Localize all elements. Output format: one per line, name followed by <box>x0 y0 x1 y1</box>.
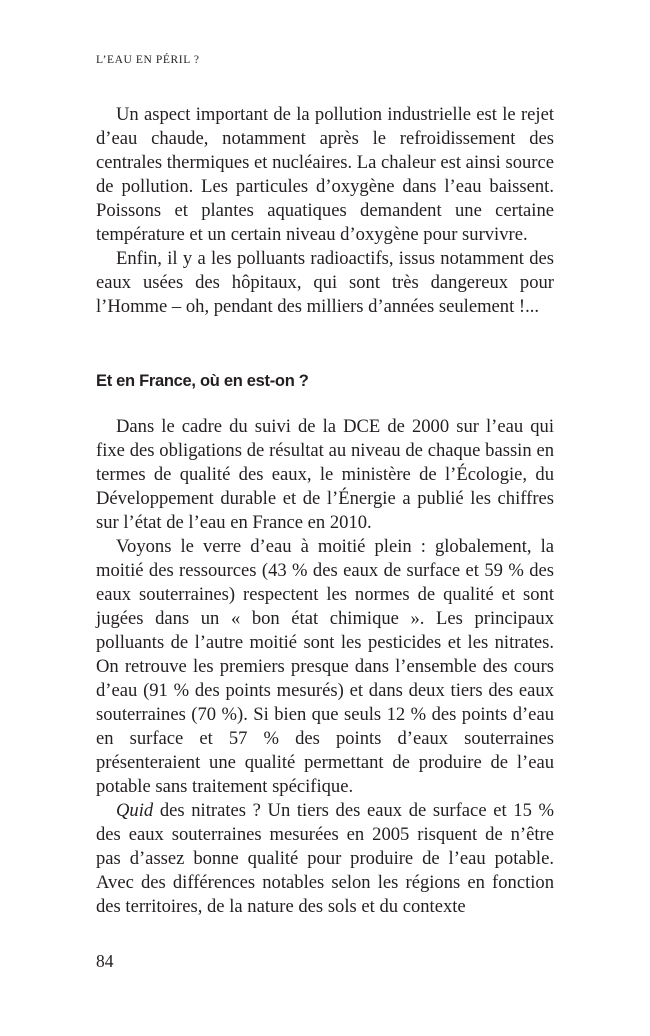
section-heading: Et en France, où en est-on ? <box>96 372 309 390</box>
nitrates-text: des nitrates ? Un tiers des eaux de surface et 15 % des eaux souterraines mesurées en 2005 risquent de n’être pas d’assez bonne qualité pour produire de l’eau potable. Avec des différences notables selon les régions en fonction des territoires, de la nature des sols et du contexte <box>96 800 554 917</box>
paragraph-thermal-pollution: Un aspect important de la pollution industrielle est le rejet d’eau chaude, notamment après le refroidissement des centrales thermiques et nucléaires. La chaleur est ainsi source de pollution. Les particules d’oxygène dans l’eau baissent. Poissons et plantes aquatiques demandent une certaine température et un certain niveau d’oxygène pour survivre. <box>96 104 554 245</box>
paragraph-dce-context: Dans le cadre du suivi de la DCE de 2000 sur l’eau qui fixe des obligations de résultat au niveau de chaque bassin en termes de qualité des eaux, le ministère de l’Écologie, du Développement durable et de l’Énergie a publié les chiffres sur l’état de l’eau en France en 2010. <box>96 416 554 533</box>
paragraph-water-quality-stats: Voyons le verre d’eau à moitié plein : globalement, la moitié des ressources (43 % des eaux de surface et 59 % des eaux souterraines) respectent les normes de qualité et sont jugées dans un « bon état chimique ». Les principaux polluants de l’autre moitié sont les pesticides et les nitrates. On retrouve les premiers presque dans l’ensemble des cours d’eau (91 % des points mesurés) et dans deux tiers des eaux souterraines (70 %). Si bien que seuls 12 % des points d’eau en surface et 57 % des points d’eaux souterraines présenteraient une qualité permettant de produire de l’eau potable sans traitement spécifique. <box>96 536 554 797</box>
section-france-text <box>96 415 554 919</box>
quid-italic: Quid <box>116 800 154 821</box>
paragraph-radioactive-pollutants: Enfin, il y a les polluants radioactifs, issus notamment des eaux usées des hôpitaux, qui sont très dangereux pour l’Homme – oh, pendant des milliers d’années seulement !... <box>96 248 554 317</box>
page-number: 84 <box>96 951 114 971</box>
section-pollution-text <box>96 103 554 319</box>
paragraph-nitrates <box>96 799 554 919</box>
running-head: L’EAU EN PÉRIL ? <box>96 54 200 66</box>
